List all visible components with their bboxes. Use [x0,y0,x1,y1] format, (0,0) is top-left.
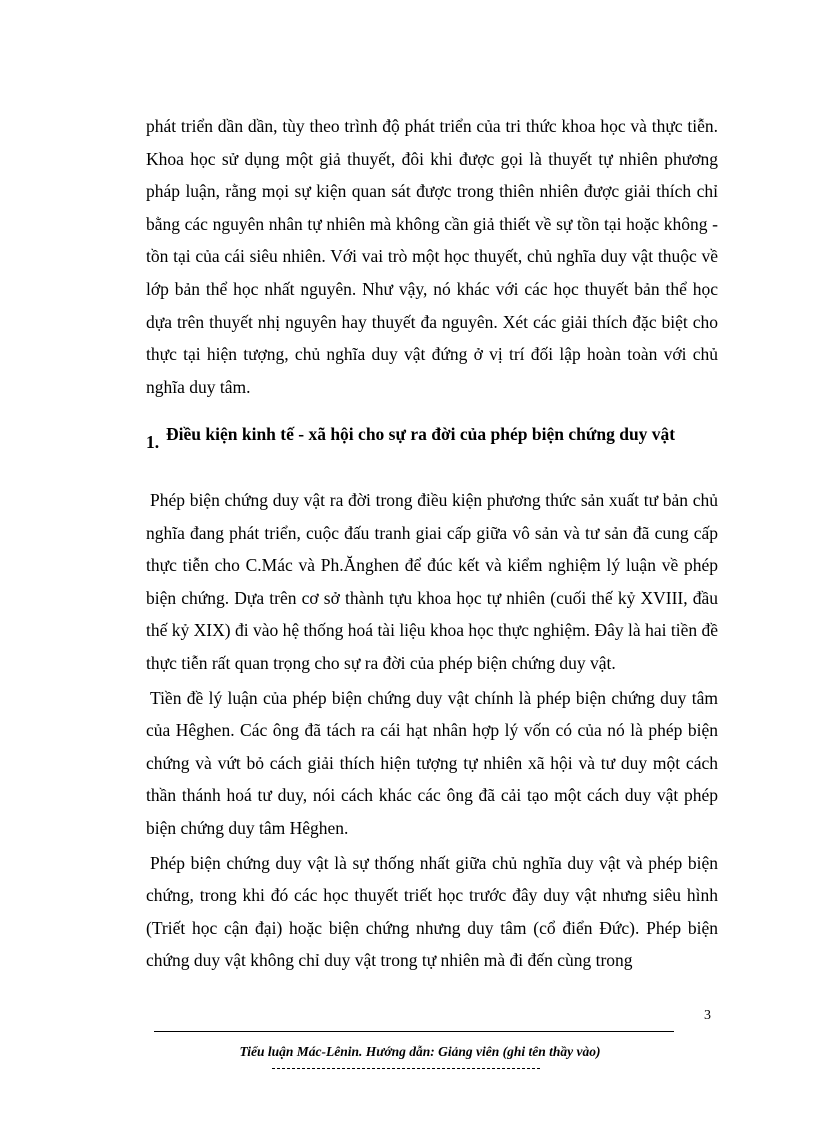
body-paragraph: Tiền đề lý luận của phép biện chứng duy vật chính là phép biện chứng duy tâm của Hêghen. Các ông đã tách ra cái hạt nhân hợp lý vốn có của nó là phép biện chứng và vứt bỏ cách giải thích hiện tượng tự nhiên xã hội và tư duy một cách thần thánh hoá tư duy, nói cách khác các ông đã cải tạo một cách duy vật phép biện chứng duy tâm Hêghen. [146,687,718,838]
section-heading [146,418,718,451]
page-number: 3 [704,1008,711,1023]
section-number: 1. [146,432,160,452]
footer-caption: Tiểu luận Mác-Lênin. Hướng dẫn: Giảng viên (ghi tên thầy vào) [239,1044,601,1059]
section-body [146,484,718,977]
body-paragraph: Phép biện chứng duy vật là sự thống nhất giữa chủ nghĩa duy vật và phép biện chứng, trong khi đó các học thuyết triết học trước đây duy vật nhưng siêu hình (Triết học cận đại) hoặc biện chứng nhưng duy tâm (cổ điển Đức). Phép biện chứng duy vật không chỉ duy vật trong tự nhiên mà đi đến cùng trong [146,852,718,971]
footer-dashed-line [272,1068,540,1069]
intro-paragraph: phát triển dần dần, tùy theo trình độ phát triển của tri thức khoa học và thực tiễn. Khoa học sử dụng một giả thuyết, đôi khi được gọi là thuyết tự nhiên phương pháp luận, rằng mọi sự kiện quan sát được trong thiên nhiên được giải thích chỉ bằng các nguyên nhân tự nhiên mà không cần giả thiết về sự tồn tại hoặc không - tồn tại của cái siêu nhiên. Với vai trò một học thuyết, chủ nghĩa duy vật thuộc về lớp bản thể học nhất nguyên. Như vậy, nó khác với các học thuyết bản thể học dựa trên thuyết nhị nguyên hay thuyết đa nguyên. Xét các giải thích đặc biệt cho thực tại hiện tượng, chủ nghĩa duy vật đứng ở vị trí đối lập hoàn toàn với chủ nghĩa duy tâm. [146,116,718,397]
body-paragraph: Phép biện chứng duy vật ra đời trong điều kiện phương thức sản xuất tư bản chủ nghĩa đang phát triển, cuộc đấu tranh giai cấp giữa vô sản và tư sản đã cung cấp thực tiễn cho C.Mác và Ph.Ănghen để đúc kết và kiểm nghiệm lý luận về phép biện chứng. Dựa trên cơ sở thành tựu khoa học tự nhiên (cuối thế kỷ XVIII, đầu thế kỷ XIX) đi vào hệ thống hoá tài liệu khoa học thực nghiệm. Đây là hai tiền đề thực tiễn rất quan trọng cho sự ra đời của phép biện chứng duy vật. [146,490,718,673]
footer-divider [154,1031,674,1032]
section-title: Điều kiện kinh tế - xã hội cho sự ra đời của phép biện chứng duy vật [166,424,676,444]
